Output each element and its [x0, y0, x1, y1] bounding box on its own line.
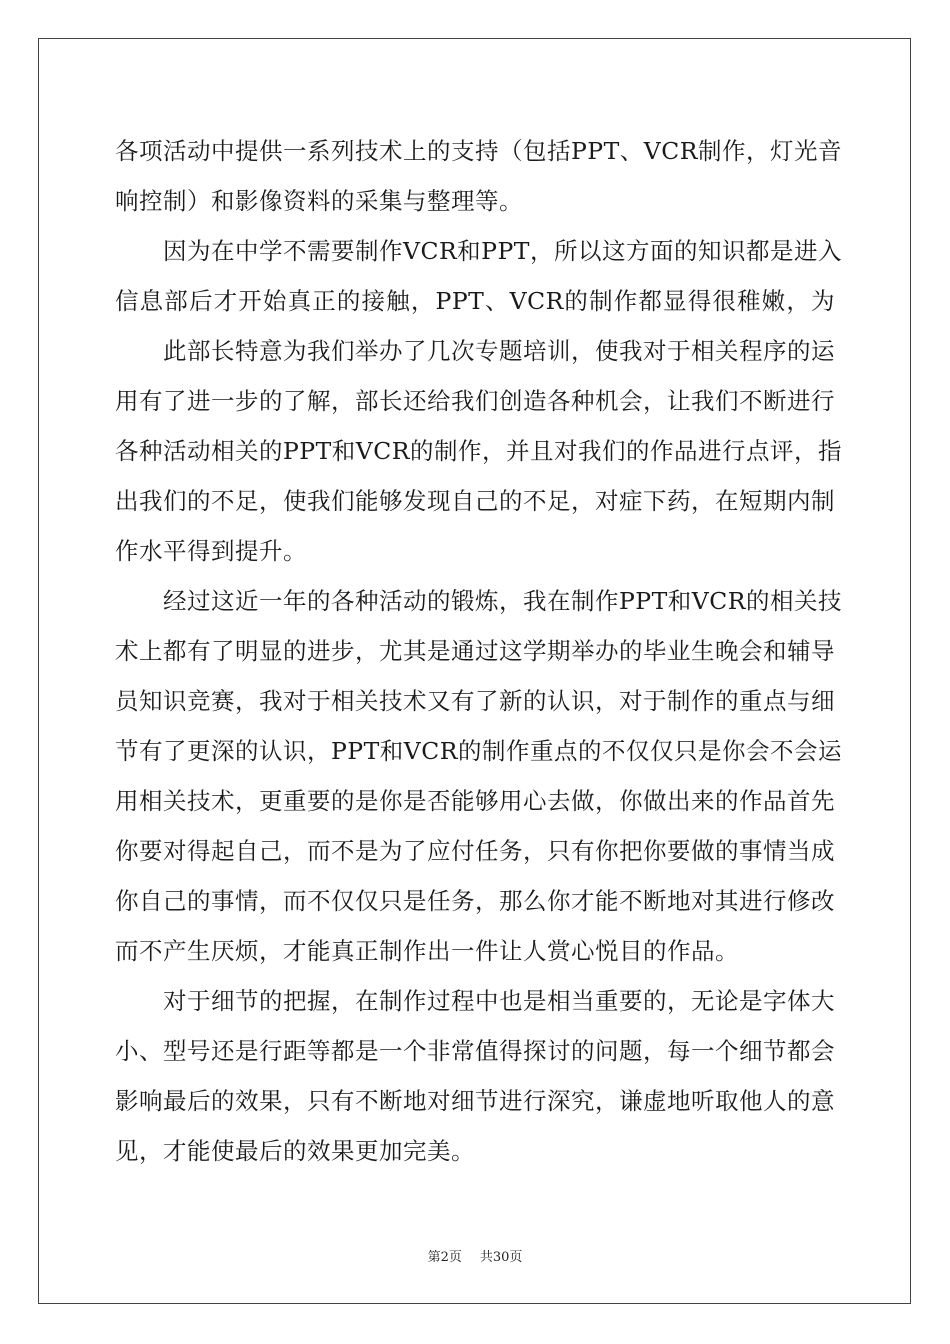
text-line: 作水平得到提升。	[115, 537, 307, 565]
text-line: 对于细节的把握，在制作过程中也是相当重要的，无论是字体大	[163, 987, 835, 1015]
text-line: 小、型号还是行距等都是一个非常值得探讨的问题，每一个细节都会	[115, 1037, 835, 1065]
paragraph	[115, 576, 842, 976]
text-line: 因为在中学不需要制作VCR和PPT，所以这方面的知识都是进入	[163, 237, 842, 265]
text-line: 经过这近一年的各种活动的锻炼，我在制作PPT和VCR的相关技	[163, 587, 842, 615]
total-pages: 共30页	[479, 1250, 523, 1265]
page-footer	[0, 1246, 950, 1265]
text-line: 各项活动中提供一系列技术上的支持（包括PPT、VCR制作，灯光音	[115, 137, 842, 165]
text-line: 节有了更深的认识，PPT和VCR的制作重点的不仅仅只是你会不会运	[115, 737, 842, 765]
paragraph	[115, 976, 835, 1176]
text-line: 术上都有了明显的进步，尤其是通过这学期举办的毕业生晚会和辅导	[115, 637, 835, 665]
paragraph	[115, 126, 842, 226]
text-line: 你要对得起自己，而不是为了应付任务，只有你把你要做的事情当成	[115, 837, 835, 865]
document-body	[115, 126, 842, 1176]
text-line: 此部长特意为我们举办了几次专题培训，使我对于相关程序的运	[163, 337, 835, 365]
text-line: 而不产生厌烦，才能真正制作出一件让人赏心悦目的作品。	[115, 937, 739, 965]
text-line: 你自己的事情，而不仅仅只是任务，那么你才能不断地对其进行修改	[115, 887, 835, 915]
text-line: 用相关技术，更重要的是你是否能够用心去做，你做出来的作品首先	[115, 787, 835, 815]
text-line: 员知识竞赛，我对于相关技术又有了新的认识，对于制作的重点与细	[115, 687, 835, 715]
text-line: 见，才能使最后的效果更加完美。	[115, 1137, 475, 1165]
text-line: 用有了进一步的了解，部长还给我们创造各种机会，让我们不断进行	[115, 387, 835, 415]
text-line: 影响最后的效果，只有不断地对细节进行深究，谦虚地听取他人的意	[115, 1087, 835, 1115]
paragraph	[115, 326, 842, 576]
page-number: 第2页	[427, 1250, 462, 1265]
text-line: 各种活动相关的PPT和VCR的制作，并且对我们的作品进行点评，指	[115, 437, 842, 465]
paragraph	[115, 226, 842, 326]
text-line: 出我们的不足，使我们能够发现自己的不足，对症下药，在短期内制	[115, 487, 835, 515]
text-line: 响控制）和影像资料的采集与整理等。	[115, 187, 523, 215]
text-line: 信息部后才开始真正的接触，PPT、VCR的制作都显得很稚嫩，为	[115, 287, 835, 315]
